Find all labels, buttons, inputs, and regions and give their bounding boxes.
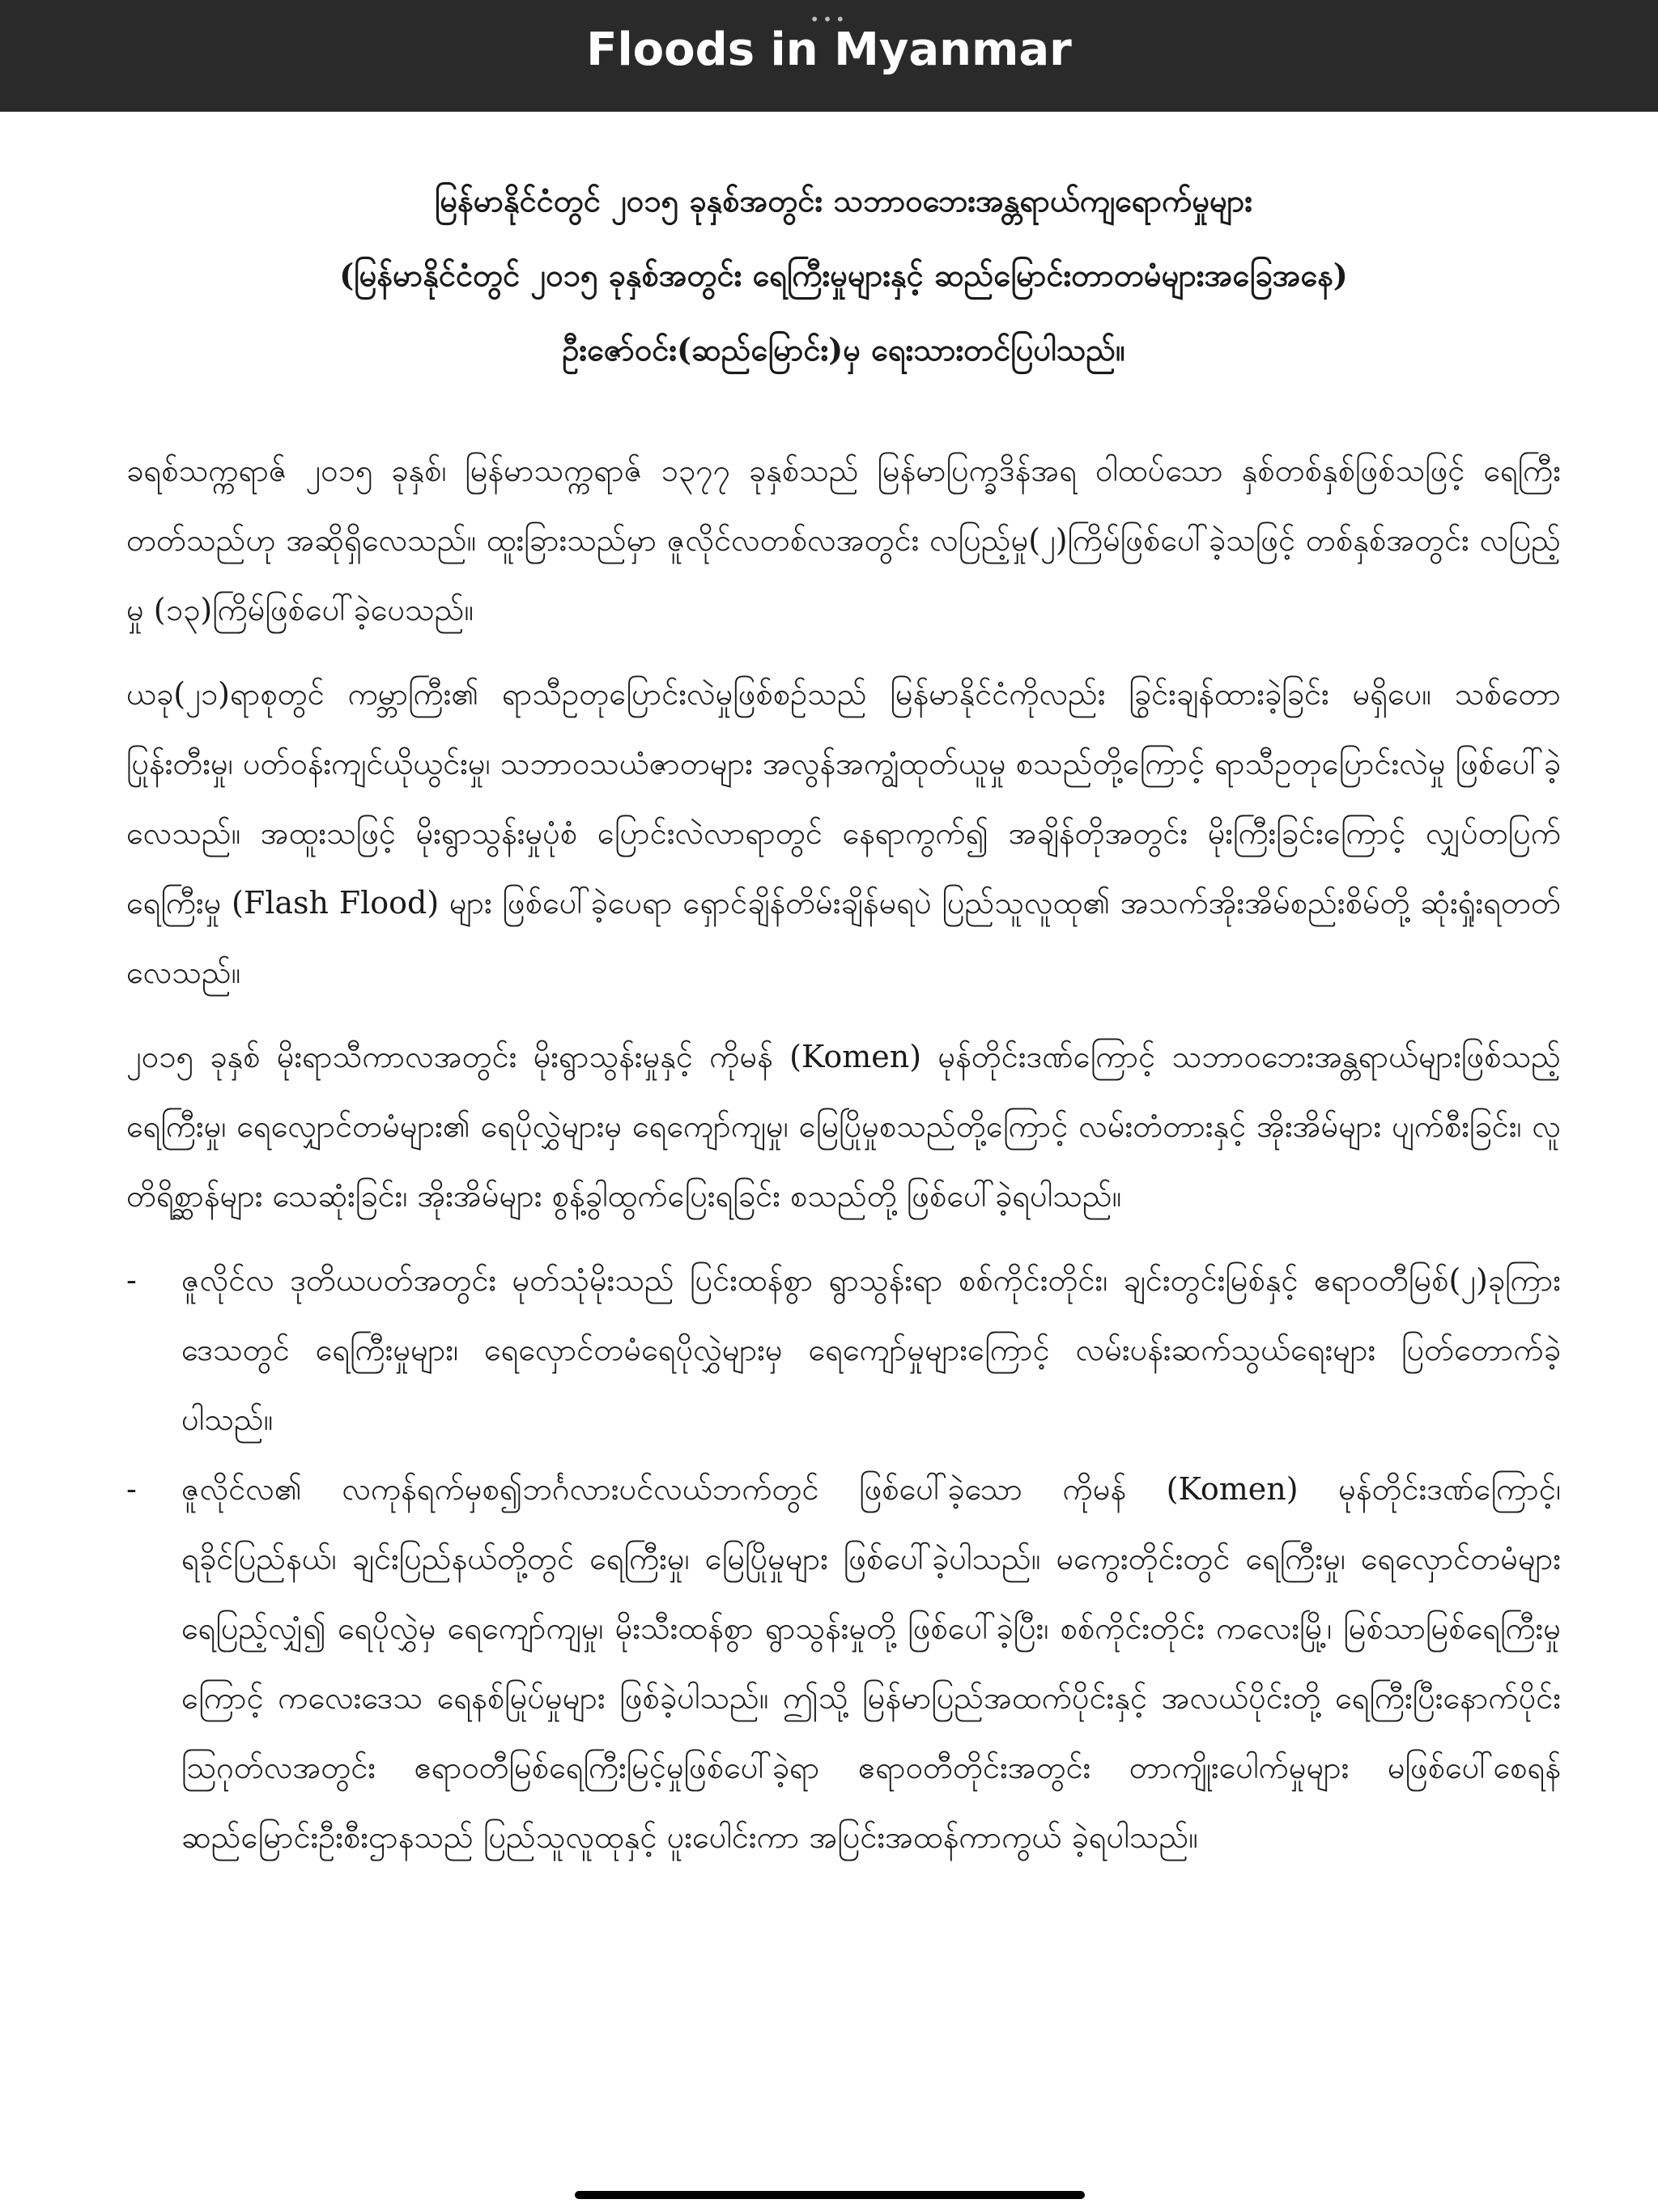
heading-line: (မြန်မာနိုင်ငံတွင် ၂၀၁၅ ခုနှစ်အတွင်း ရေကြီးမှုများနှင့် ဆည်မြောင်းတာတမံများအခြေအနေ) (339, 257, 1348, 293)
bullet-list (126, 1245, 1561, 1872)
home-indicator[interactable] (575, 2191, 1085, 2199)
bullet-text: ဇူလိုင်လ၏ လကုန်ရက်မှစ၍ဘင်္ဂလားပင်လယ်ဘက်တွင် ဖြစ်ပေါ်ခဲ့သော ကိုမန် (Komen) မုန်တိုင်းဒဏ်ကြောင့်၊ ရခိုင်ပြည်နယ်၊ ချင်းပြည်နယ်တို့တွင် ရေကြီးမှု၊ မြေပြိုမှုများ ဖြစ်ပေါ်ခဲ့ပါသည်။ မကွေးတိုင်းတွင် ရေကြီးမှု၊ ရေလှောင်တမံများ ရေပြည့်လျှံ၍ ရေပိုလွှဲမှ ရေကျော်ကျမှု၊ မိုးသီးထန်စွာ ရွာသွန်းမှုတို့ ဖြစ်ပေါ်ခဲ့ပြီး၊ စစ်ကိုင်းတိုင်း ကလေးမြို့၊ မြစ်သာမြစ်ရေကြီးမှုကြောင့် ကလေးဒေသ ရေနစ်မြုပ်မှုများ ဖြစ်ခဲ့ပါသည်။ ဤသို့ မြန်မာပြည်အထက်ပိုင်းနှင့် အလယ်ပိုင်းတို့ ရေကြီးပြီးနောက်ပိုင်း ဩဂုတ်လအတွင်း ဧရာဝတီမြစ်ရေကြီးမြင့်မှုဖြစ်ပေါ်ခဲ့ရာ ဧရာဝတီတိုင်းအတွင်း တာကျိုးပေါက်မှုများ မဖြစ်ပေါ်စေရန် ဆည်မြောင်းဦးစီးဌာနသည် ပြည်သူလူထုနှင့် ပူးပေါင်းကာ အပြင်းအထန်ကာကွယ် ခဲ့ရပါသည်။ (181, 1471, 1561, 1855)
title-bar (0, 0, 1658, 112)
paragraph: ယခု(၂၁)ရာစုတွင် ကမ္ဘာကြီး၏ ရာသီဥတုပြောင်းလဲမှုဖြစ်စဉ်သည် မြန်မာနိုင်ငံကိုလည်း ခြွင်းချန်ထားခဲ့ခြင်း မရှိပေ။ သစ်တောပြုန်းတီးမှု၊ ပတ်ဝန်းကျင်ယိုယွင်းမှု၊ သဘာဝသယံဇာတများ အလွန်အကျွံထုတ်ယူမှု စသည်တို့ကြောင့် ရာသီဥတုပြောင်းလဲမှု ဖြစ်ပေါ်ခဲ့လေသည်။ အထူးသဖြင့် မိုးရွာသွန်းမှုပုံစံ ပြောင်းလဲလာရာတွင် နေရာကွက်၍ အချိန်တိုအတွင်း မိုးကြီးခြင်းကြောင့် လျှပ်တပြက်ရေကြီးမှု (Flash Flood) များ ဖြစ်ပေါ်ခဲ့ပေရာ ရှောင်ချိန်တိမ်းချိန်မရပဲ ပြည်သူလူထု၏ အသက်အိုးအိမ်စည်းစိမ်တို့ ဆုံးရှုံးရတတ်လေသည်။ (126, 676, 1561, 990)
article-body[interactable] (0, 112, 1658, 2184)
page-title: Floods in Myanmar (586, 23, 1072, 76)
bullet-marker: - (126, 1262, 137, 1298)
bullet-text: ဇူလိုင်လ ဒုတိယပတ်အတွင်း မုတ်သုံမိုးသည် ပြင်းထန်စွာ ရွာသွန်းရာ စစ်ကိုင်းတိုင်း၊ ချင်းတွင်းမြစ်နှင့် ဧရာဝတီမြစ်(၂)ခုကြားဒေသတွင် ရေကြီးမှုများ၊ ရေလှောင်တမံရေပိုလွှဲများမှ ရေကျော်မှုများကြောင့် လမ်းပန်းဆက်သွယ်ရေးများ ပြတ်တောက်ခဲ့ပါသည်။ (181, 1262, 1561, 1437)
article-heading (126, 164, 1561, 387)
heading-line: ဦးဇော်ဝင်း(ဆည်မြောင်း)မှ ရေးသားတင်ပြပါသည်။ (562, 331, 1125, 368)
heading-line: မြန်မာနိုင်ငံတွင် ၂၀၁၅ ခုနှစ်အတွင်း သဘာဝဘေးအန္တရာယ်ကျရောက်မှုများ (434, 182, 1253, 219)
bullet-item (126, 1454, 1561, 1872)
paragraph: ၂၀၁၅ ခုနှစ် မိုးရာသီကာလအတွင်း မိုးရွာသွန်းမှုနှင့် ကိုမန် (Komen) မုန်တိုင်းဒဏ်ကြောင့် သဘာဝဘေးအန္တရာယ်များဖြစ်သည့် ရေကြီးမှု၊ ရေလျှောင်တမံများ၏ ရေပိုလွှဲများမှ ရေကျော်ကျမှု၊ မြေပြိုမှုစသည်တို့ကြောင့် လမ်းတံတားနှင့် အိုးအိမ်များ ပျက်စီးခြင်း၊ လူတိရိစ္ဆာန်များ သေဆုံးခြင်း၊ အိုးအိမ်များ စွန့်ခွါထွက်ပြေးရခြင်း စသည်တို့ ဖြစ်ပေါ်ခဲ့ရပါသည်။ (126, 1039, 1561, 1214)
more-options-icon[interactable]: ••• (810, 10, 848, 29)
paragraph: ခရစ်သက္ကရာဇ် ၂၀၁၅ ခုနှစ်၊ မြန်မာသက္ကရာဇ် ၁၃၇၇ ခုနှစ်သည် မြန်မာပြက္ခဒိန်အရ ဝါထပ်သော နှစ်တစ်နှစ်ဖြစ်သဖြင့် ရေကြီးတတ်သည်ဟု အဆိုရှိလေသည်။ ထူးခြားသည်မှာ ဇူလိုင်လတစ်လအတွင်း လပြည့်မှု(၂)ကြိမ်ဖြစ်ပေါ်ခဲ့သဖြင့် တစ်နှစ်အတွင်း လပြည့်မှု (၁၃)ကြိမ်ဖြစ်ပေါ်ခဲ့ပေသည်။ (126, 453, 1561, 627)
bullet-item (126, 1245, 1561, 1454)
bullet-marker: - (126, 1471, 137, 1507)
